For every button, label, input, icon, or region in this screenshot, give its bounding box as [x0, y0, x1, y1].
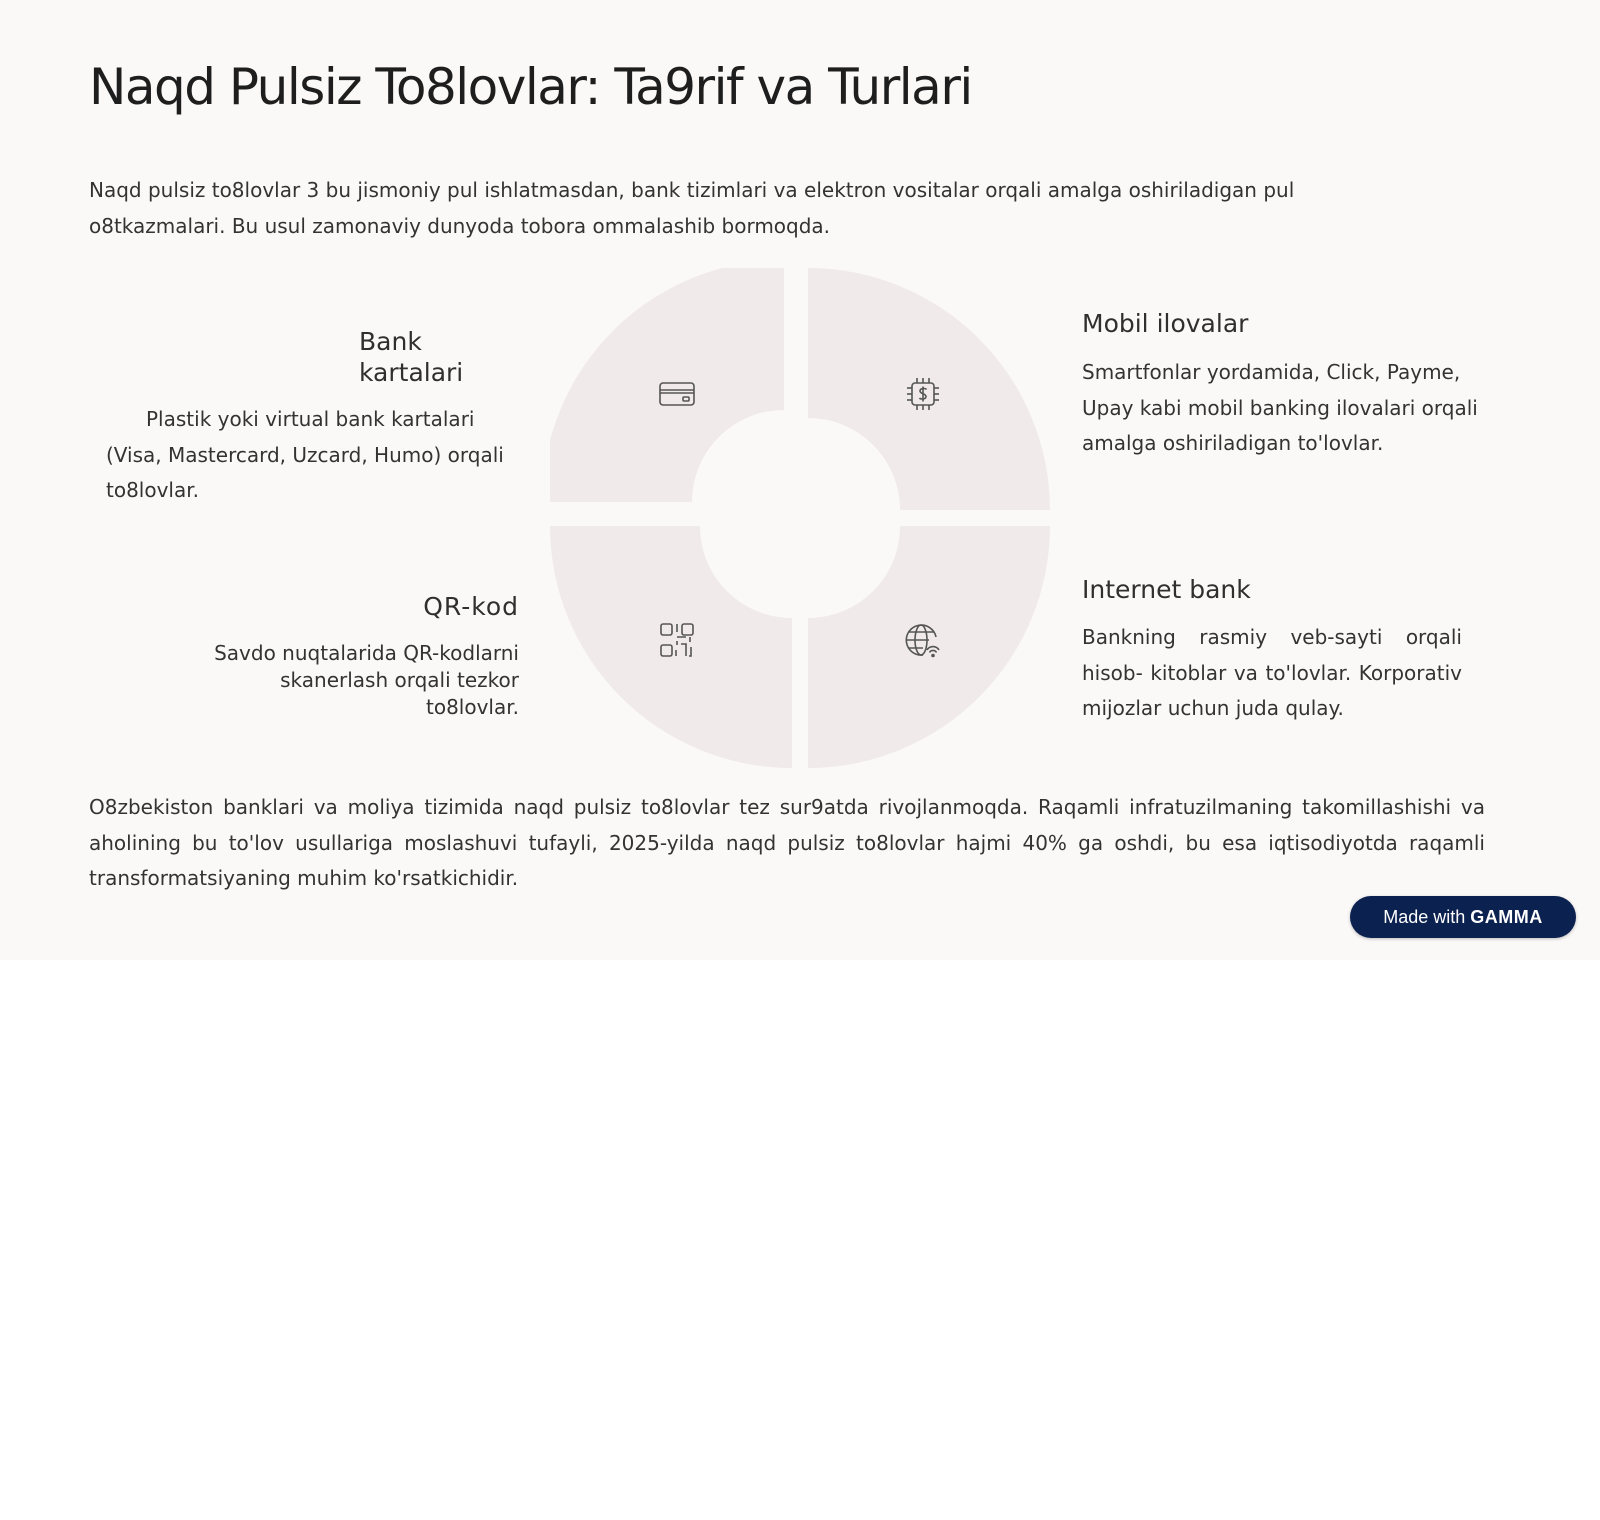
qr-code-icon	[657, 620, 697, 660]
item-title-mobil-ilovalar: Mobil ilovalar	[1082, 309, 1249, 338]
item-text-internet-bank: Bankning rasmiy veb-sayti orqali hisob- kitoblar va to'lovlar. Korporativ mijozlar uchun juda qulay.	[1082, 625, 1462, 720]
page-title: Naqd Pulsiz To8lovlar: Ta9rif va Turlari	[89, 58, 972, 116]
item-title-qr-kod: QR-kod	[423, 592, 519, 621]
chip-dollar-icon	[903, 374, 943, 414]
summary-paragraph: O8zbekiston banklari va moliya tizimida naqd pulsiz to8lovlar tez sur9atda rivojlanmoqda. Raqamli infratuzilmaning takomillashishi va aholining bu to'lov usullariga moslashuvi tufayli, 2025-yilda naqd pulsiz to8lovlar hajmi 40% ga oshdi, bu esa iqtisodiyotda raqamli transformatsiyaning muhim ko'rsatkichidir.	[89, 795, 1485, 890]
credit-card-icon	[657, 374, 697, 414]
item-title-bank-kartalari: Bank kartalari	[359, 327, 464, 387]
intro-paragraph: Naqd pulsiz to8lovlar 3 bu jismoniy pul ishlatmasdan, bank tizimlari va elektron vositalar orqali amalga oshiriladigan pul o8tkazmalari. Bu usul zamonaviy dunyoda tobora ommalashib bormoqda.	[89, 178, 1295, 238]
item-text-mobil-ilovalar: Smartfonlar yordamida, Click, Payme, Upay kabi mobil banking ilovalari orqali amalga oshiriladigan to'lovlar.	[1082, 360, 1478, 455]
item-title-internet-bank: Internet bank	[1082, 575, 1251, 604]
badge-prefix: Made with	[1383, 906, 1466, 927]
item-text-bank-kartalari: Plastik yoki virtual bank kartalari (Visa, Mastercard, Uzcard, Humo) orqali to8lovlar.	[106, 407, 504, 502]
gamma-logo-text: GAMMA	[1470, 906, 1543, 927]
globe-wifi-icon	[903, 620, 943, 660]
quadrant-ring-diagram	[550, 268, 1050, 768]
made-with-gamma-badge[interactable]	[1350, 896, 1576, 938]
item-text-qr-kod: Savdo nuqtalarida QR-kodlarni skanerlash orqali tezkor to8lovlar.	[214, 641, 519, 719]
